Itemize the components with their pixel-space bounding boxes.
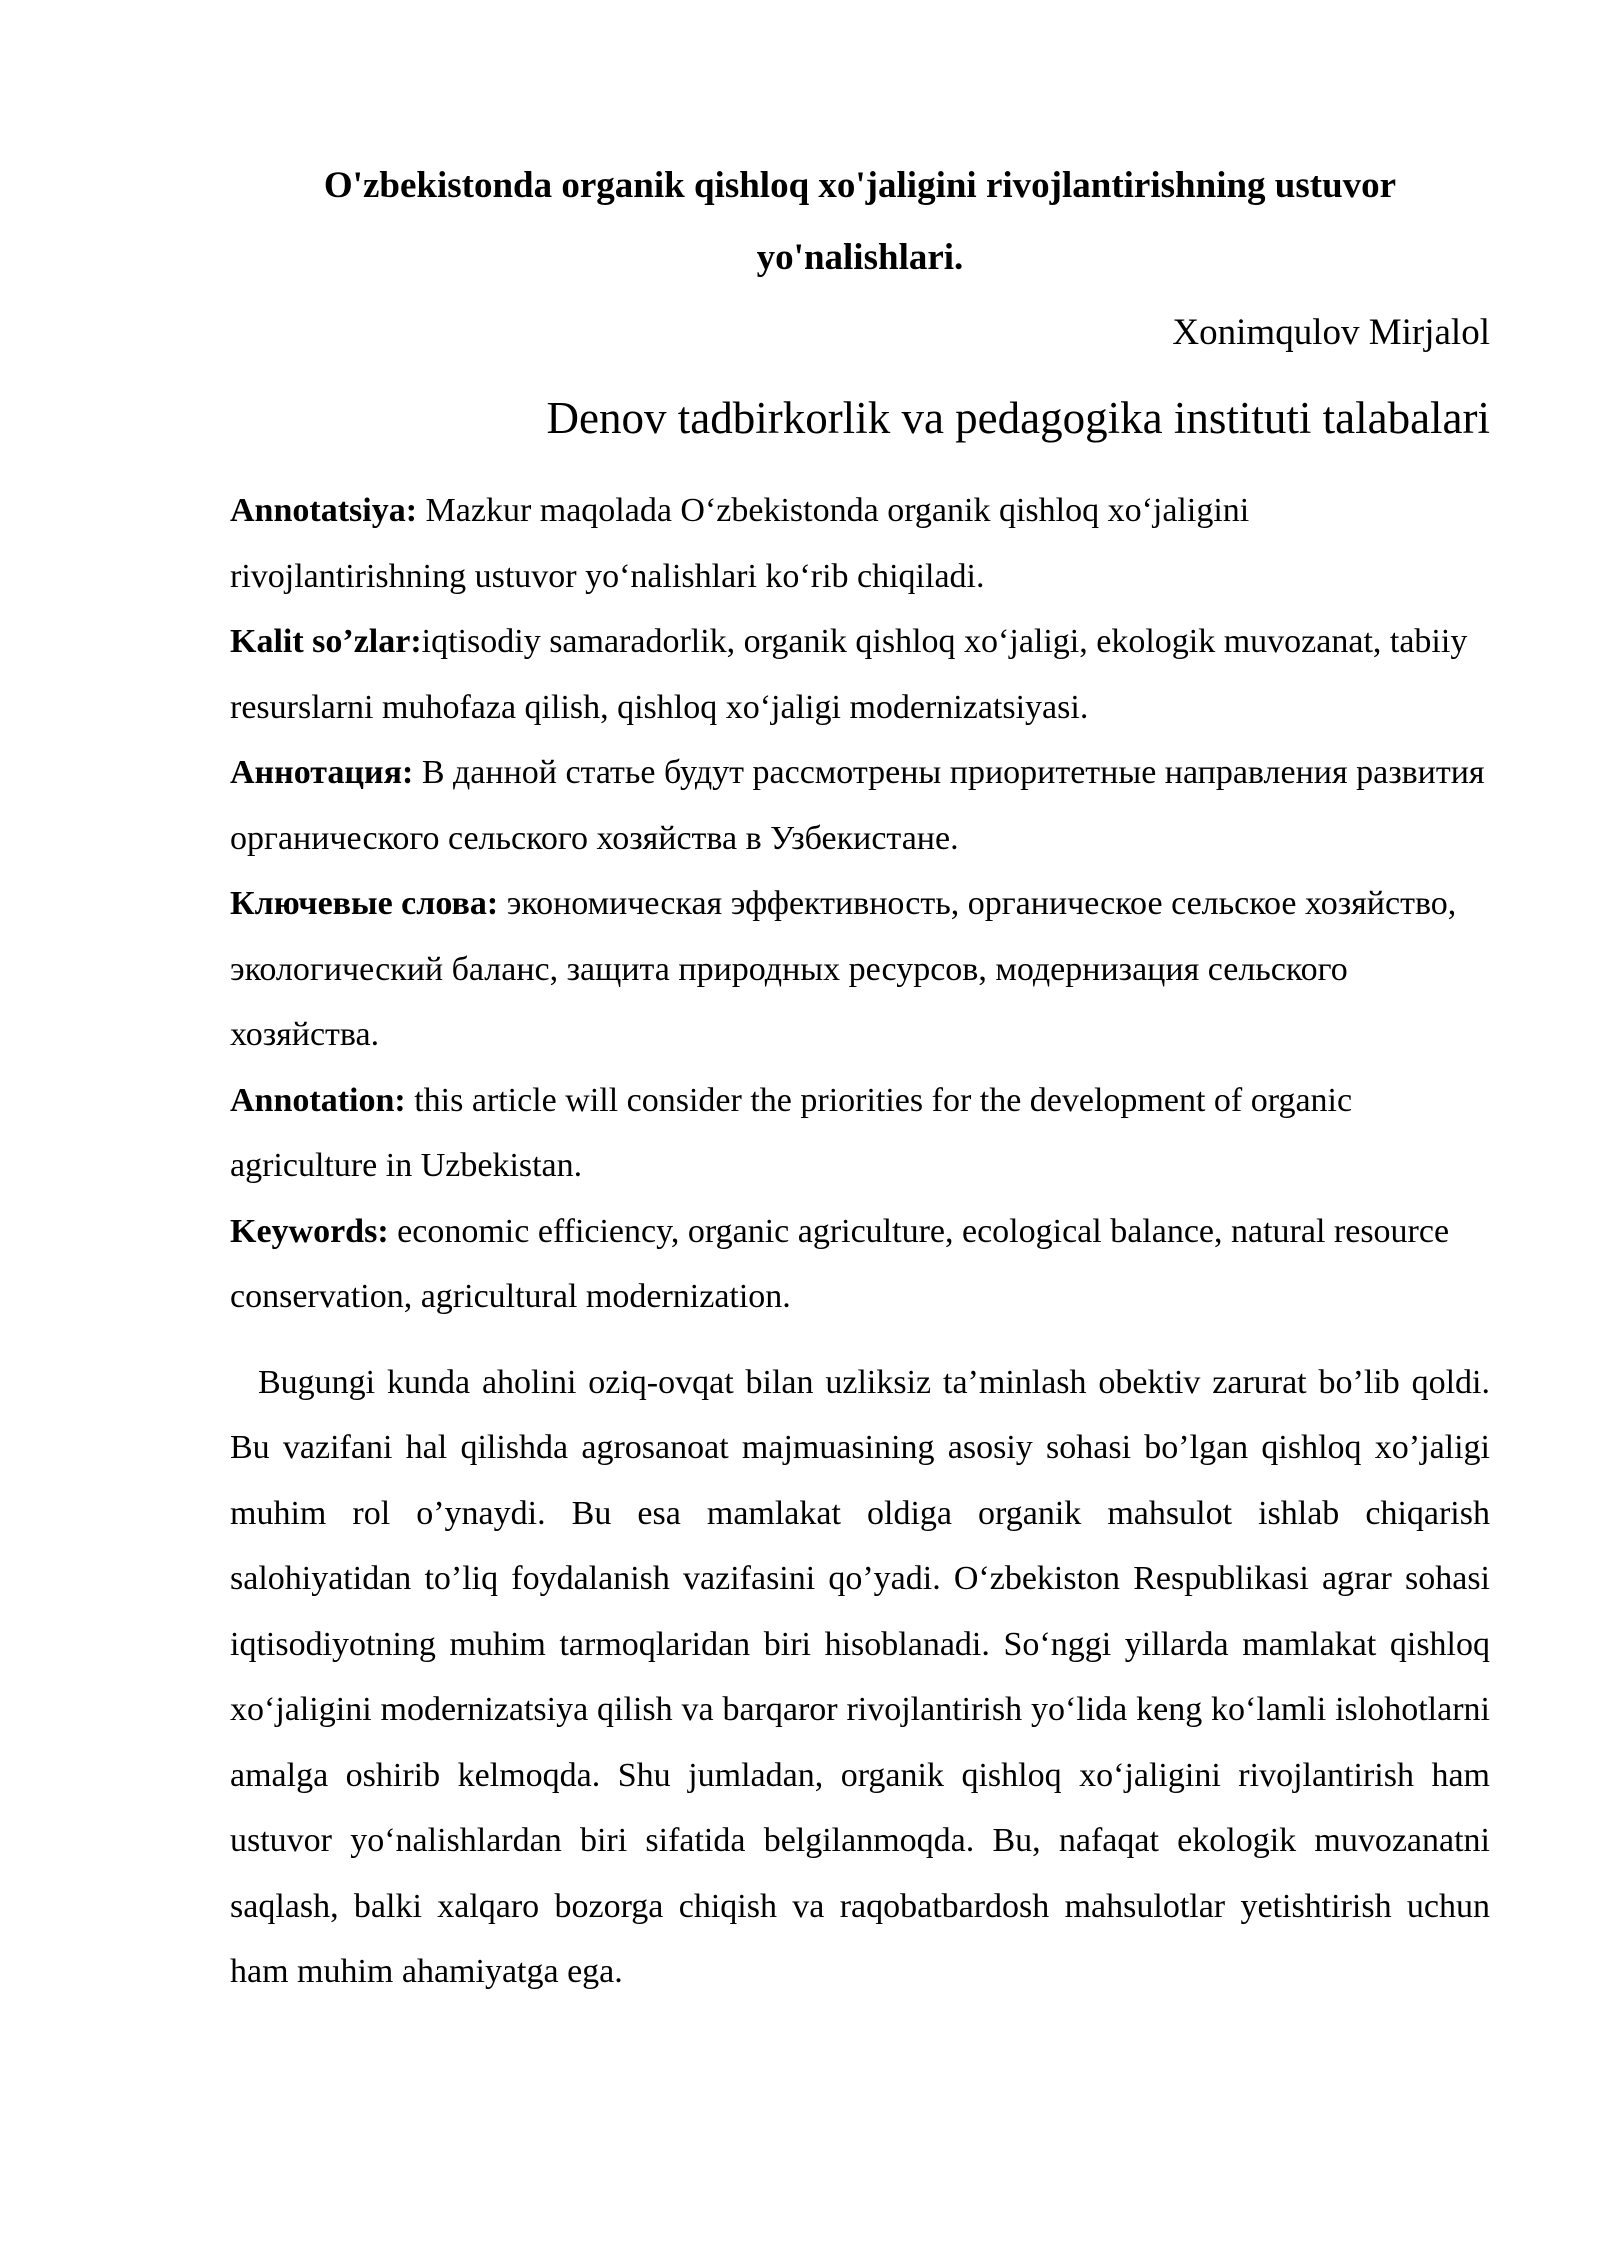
keywords-ru-label: Ключевые слова: <box>230 885 499 922</box>
keywords-ru-text: экономическая эффективность, органическое сельское хозяйство, экологический баланс, защита природных ресурсов, модернизация сельского хозяйства. <box>230 885 1457 1053</box>
article-title: O'zbekistonda organik qishloq xo'jaligini rivojlantirishning ustuvor yo'nalishlari. <box>323 165 1397 278</box>
keywords-uz-label: Kalit so’zlar: <box>230 623 422 660</box>
keywords-en <box>230 1199 1490 1330</box>
abstract-section <box>230 478 1490 1330</box>
keywords-uz <box>230 609 1490 740</box>
abstract-uz-text: Mazkur maqolada O‘zbekistonda organik qishloq xo‘jaligini rivojlantirishning ustuvor yo‘nalishlari ko‘rib chiqiladi. <box>230 492 1250 595</box>
abstract-ru-label: Аннотация: <box>230 754 414 791</box>
abstract-en-label: Annotation: <box>230 1081 406 1119</box>
abstract-uz <box>230 478 1490 609</box>
abstract-en <box>230 1068 1490 1199</box>
keywords-uz-text: iqtisodiy samaradorlik, organik qishloq xo‘jaligi, ekologik muvozanat, tabiiy resurslarni muhofaza qilish, qishloq xo‘jaligi modernizatsiyasi. <box>230 623 1468 726</box>
abstract-en-text: this article will consider the priorities for the development of organic agriculture in Uzbekistan. <box>230 1081 1353 1184</box>
keywords-en-label: Keywords: <box>230 1212 389 1250</box>
author-name: Xonimqulov Mirjalol <box>1172 312 1490 353</box>
abstract-ru <box>230 740 1490 871</box>
author-affiliation: Denov tadbirkorlik va pedagogika instituti talabalari <box>546 393 1490 443</box>
abstract-uz-label: Annotatsiya: <box>230 492 418 529</box>
document-page <box>230 150 1490 2039</box>
body-paragraph: Bugungi kunda aholini oziq-ovqat bilan uzliksiz ta’minlash obektiv zarurat bo’lib qoldi. Bu vazifani hal qilishda agrosanoat majmuasining asosiy sohasi bo’lgan qishloq xo’jaligi muhim rol o’ynaydi. Bu esa mamlakat oldiga organik mahsulot ishlab chiqarish salohiyatidan to’liq foydalanish vazifasini qo’yadi. O‘zbekiston Respublikasi agrar sohasi iqtisodiyotning muhim tarmoqlaridan biri hisoblanadi. So‘nggi yillarda mamlakat qishloq xo‘jaligini modernizatsiya qilish va barqaror rivojlantirish yo‘lida keng ko‘lamli islohotlarni amalga oshirib kelmoqda. Shu jumladan, organik qishloq xo‘jaligini rivojlantirish ham ustuvor yo‘nalishlardan biri sifatida belgilanmoqda. Bu, nafaqat ekologik muvozanatni saqlash, balki xalqaro bozorga chiqish va raqobatbardosh mahsulotlar yetishtirish uchun ham muhim ahamiyatga ega. <box>230 1363 1490 1990</box>
keywords-en-text: economic efficiency, organic agriculture, ecological balance, natural resource conservation, agricultural modernization. <box>230 1212 1450 1315</box>
keywords-ru <box>230 871 1490 1068</box>
abstract-ru-text: В данной статье будут рассмотрены приоритетные направления развития органического сельского хозяйства в Узбекистане. <box>230 754 1485 857</box>
